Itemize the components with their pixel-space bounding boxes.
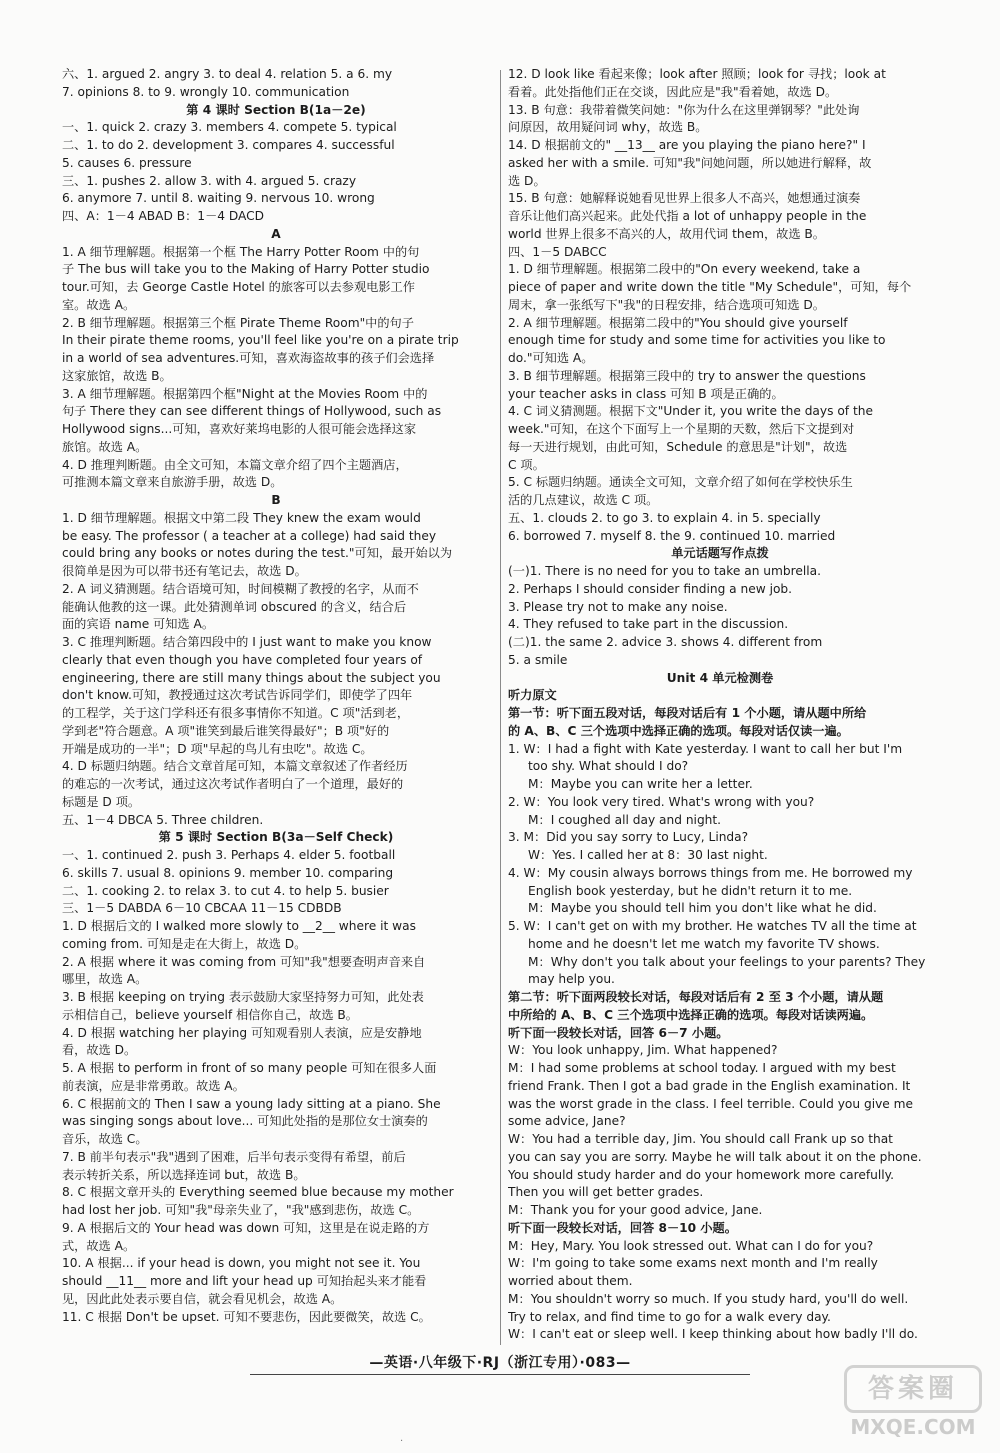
text-line: 1. D 细节理解题。根据文中第二段 They knew the exam would (62, 510, 421, 525)
text-line: 音乐，故选 C。 (62, 1132, 148, 1146)
text-line: W：Yes. I called her at 8：30 last night. (528, 848, 768, 862)
text-line: 每一天进行规划，由此可知，Schedule 的意思是"计划"，故选 (508, 439, 848, 454)
text-line: 二、1. cooking 2. to relax 3. to cut 4. to help 5. busier (62, 883, 389, 898)
text-line: 选 D。 (508, 173, 546, 188)
text-line: was singing songs about love... 可知此处指的是那位女士演奏的 (62, 1114, 428, 1129)
text-line: had lost her job. 可知"我"母亲失业了，"我"感到悲伤，故选 C。 (62, 1203, 420, 1217)
text-line: 看着。此处指他们正在交谈，因此应是"我"看着她，故选 D。 (508, 84, 838, 99)
text-line: A (271, 226, 281, 241)
text-line: (一)1. There is no need for you to take an umbrella. (508, 564, 821, 578)
text-line: 的 A、B、C 三个选项中选择正确的选项。每段对话仅读一遍。 (508, 723, 849, 738)
text-line: friend Frank. Then I got a bad grade in the English examination. It (508, 1078, 911, 1093)
text-line: 4. D 推理判断题。由全文可知，本篇文章介绍了四个主题酒店， (62, 457, 408, 472)
text-line: 4. W：My cousin always borrows things from me. He borrowed my (508, 865, 913, 880)
text-line: some advice, Jane? (508, 1114, 626, 1129)
text-line: 听下面一段较长对话，回答 8－10 小题。 (508, 1220, 737, 1235)
text-line: 2. A 细节理解题。根据第二段中的"You should give yourself (508, 315, 848, 330)
text-line: 2. Perhaps I should consider finding a new job. (508, 581, 793, 596)
text-line: M：Maybe you should tell him you don't like what he did. (528, 901, 877, 916)
text-line: 学到老"符合题意。A 项"谁笑到最后谁笑得最好"；B 项"好的 (62, 723, 390, 738)
text-line: 7. B 前半句表示"我"遇到了困难，后半句表示变得有希望，前后 (62, 1149, 406, 1164)
text-line: 的难忘的一次考试，通过这次考试作者明白了一个道理，最好的 (62, 777, 404, 791)
text-line: 能确认他教的这一课。此处猜测单词 obscured 的含义，结合后 (62, 599, 407, 614)
text-line: 听力原文 (508, 688, 557, 703)
bottom-mark: · (400, 1436, 404, 1447)
text-line: 7. opinions 8. to 9. wrongly 10. communication (62, 84, 350, 99)
text-line: 第 4 课时 Section B(1a－2e) (186, 102, 366, 117)
text-line: (二)1. the same 2. advice 3. shows 4. different from (508, 635, 823, 649)
text-line: was the worst grade in the class. I feel terrible. Could you give me (508, 1096, 914, 1111)
text-line: C 项。 (508, 457, 545, 472)
text-line: worried about them. (508, 1274, 633, 1288)
text-line: 很简单是因为可以带书还有笔记去，故选 D。 (62, 564, 307, 578)
text-line: 面的宾语 name 可知选 A。 (62, 617, 215, 632)
text-line: be easy. The professor ( a teacher at a college) had said they (62, 528, 437, 543)
text-line: 1. D 细节理解题。根据第二段中的"On every weekend, take a (508, 262, 861, 277)
text-line: 室。故选 A。 (62, 297, 136, 312)
text-line: 8. C 根据文章开头的 Everything seemed blue because my mother (62, 1185, 454, 1200)
text-line: M：Maybe you can write her a letter. (528, 777, 753, 791)
text-line: W：I can't eat or sleep well. I keep thinking about how badly I'll do. (508, 1327, 918, 1342)
text-line: your teacher asks in class 可知 B 项是正确的。 (508, 386, 784, 401)
text-line: 示相信自己，believe yourself 相信你自己，故选 B。 (62, 1007, 358, 1022)
text-line: Hollywood signs...可知，喜欢好莱坞电影的人很可能会选择这家 (62, 422, 417, 436)
text-line: 周末，拿一张纸写下"我"的日程安排，结合选项可知选 D。 (508, 297, 825, 312)
text-line: 四、1－5 DABCC (508, 244, 607, 259)
text-line: 2. A 词义猜测题。结合语境可知，时间模糊了教授的名字，从而不 (62, 581, 419, 596)
text-line: 5. a smile (508, 652, 568, 667)
text-line: M：I coughed all day and night. (528, 812, 722, 827)
text-line: 听下面一段较长对话，回答 6－7 小题。 (508, 1025, 729, 1040)
text-line: piece of paper and write down the title "My Schedule"，可知，每个 (508, 280, 912, 294)
text-line: 5. W：I can't get on with my brother. He watches TV all the time at (508, 919, 917, 933)
text-line: In their pirate theme rooms, you'll feel like you're on a pirate trip (62, 333, 459, 348)
text-line: 2. W：You look very tired. What's wrong with you? (508, 794, 815, 809)
text-line: Unit 4 单元检测卷 (666, 670, 774, 685)
column-divider (500, 70, 501, 1345)
text-line: 第一节：听下面五段对话，每段对话后有 1 个小题，请从题中所给 (508, 706, 867, 720)
text-line: 3. C 推理判断题。结合第四段中的 I just want to make you know (62, 635, 432, 649)
text-line: enough time for study and some time for activities you like to (508, 333, 886, 348)
text-line: 五、1. clouds 2. to go 3. to explain 4. in 5. specially (508, 510, 821, 525)
text-line: 旅馆。故选 A。 (62, 439, 148, 454)
text-line: you can say you are sorry. Maybe he will talk about it on the phone. (508, 1149, 922, 1164)
text-line: M：Thank you for your good advice, Jane. (508, 1203, 763, 1217)
text-line: 14. D 根据前文的" __13__ are you playing the piano here?" I (508, 138, 866, 152)
text-line: 6. anymore 7. until 8. waiting 9. nervous 10. wrong (62, 191, 375, 206)
text-line: 4. They refused to take part in the discussion. (508, 617, 789, 632)
text-line: 中所给的 A、B、C 三个选项中选择正确的选项。每段对话读两遍。 (508, 1007, 874, 1022)
text-line: asked her with a smile. 可知"我"问她问题，所以她进行解释，故 (508, 155, 872, 170)
text-line: 6. skills 7. usual 8. opinions 9. member 10. comparing (62, 865, 394, 880)
text-line: W：You look unhappy, Jim. What happened? (508, 1043, 778, 1058)
text-line: 一、1. quick 2. crazy 3. members 4. compete 5. typical (62, 120, 397, 135)
text-line: engineering, there are still many things about the subject you (62, 670, 441, 685)
watermark-logo (844, 1365, 982, 1441)
text-line: 第二节：听下面两段较长对话，每段对话后有 2 至 3 个小题，请从题 (508, 990, 884, 1004)
text-line: 3. B 根据 keeping on trying 表示鼓励大家坚持努力可知，此处表 (62, 990, 424, 1004)
text-line: English book yesterday, but he didn't return it to me. (528, 883, 853, 898)
text-line: You should study harder and do your homework more carefully. (508, 1167, 894, 1182)
text-line: 1. A 细节理解题。根据第一个框 The Harry Potter Room 中的句 (62, 244, 420, 259)
text-line: 1. W：I had a fight with Kate yesterday. I want to call her but I'm (508, 741, 903, 756)
text-line: 音乐让他们高兴起来。此处代指 a lot of unhappy people in the (508, 209, 867, 223)
text-line: 单元话题写作点拨 (671, 546, 769, 561)
text-line: 9. A 根据后文的 Your head was down 可知，这里是在说走路的方 (62, 1220, 430, 1235)
text-line: 12. D look like 看起来像；look after 照顾；look for 寻找；look at (508, 67, 886, 81)
text-line: 3. Please try not to make any noise. (508, 599, 728, 614)
text-line: M：I had some problems at school today. I argued with my best (508, 1061, 896, 1075)
text-line: too shy. What should I do? (528, 759, 689, 774)
text-line: M：You shouldn't worry so much. If you study hard, you'll do well. (508, 1291, 909, 1306)
text-line: 6. C 根据前文的 Then I saw a young lady sitting at a piano. She (62, 1096, 441, 1111)
text-line: 3. M：Did you say sorry to Lucy, Linda? (508, 830, 749, 845)
text-line: don't know.可知，教授通过这次考试告诉同学们，即使学了四年 (62, 688, 413, 703)
text-line: 式，故选 A。 (62, 1238, 136, 1253)
text-line: home and he doesn't let me watch my favorite TV shows. (528, 936, 880, 951)
text-line: 子 The bus will take you to the Making of Harry Potter studio (62, 262, 430, 277)
text-line: 三、1. pushes 2. allow 3. with 4. argued 5. crazy (62, 173, 357, 188)
text-line: 4. C 词义猜测题。根据下文"Under it, you write the days of the (508, 404, 873, 419)
text-line: 哪里，故选 A。 (62, 972, 148, 987)
right-column (508, 66, 932, 1344)
text-line: 1. D 根据后文的 I walked more slowly to __2__ where it was (62, 919, 416, 933)
text-line: may help you. (528, 972, 615, 987)
text-line: 见，因此此处表示要自信，就会看见机会，故选 A。 (62, 1291, 343, 1306)
text-line: 6. borrowed 7. myself 8. the 9. continued 10. married (508, 528, 836, 543)
text-line: 15. B 句意：她解释说她看见世界上很多人不高兴，她想通过演奏 (508, 191, 861, 206)
text-line: 五、1－4 DBCA 5. Three children. (62, 812, 264, 827)
text-line: 的工程学，关于这门学科还有很多事情你不知道。C 项"活到老， (62, 706, 410, 720)
text-line: in a world of sea adventures.可知，喜欢海盗故事的孩子们会选择 (62, 351, 435, 365)
text-line: 3. A 细节理解题。根据第四个框"Night at the Movies Room 中的 (62, 386, 428, 401)
watermark-logo-text: 答案圈 (844, 1365, 982, 1413)
text-line: 5. C 标题归纳题。通读全文可知，文章介绍了如何在学校快乐生 (508, 475, 853, 490)
text-line: could bring any books or notes during the test."可知，最开始以为 (62, 546, 453, 561)
text-line: do."可知选 A。 (508, 351, 594, 365)
text-line: 13. B 句意：我带着微笑问她："你为什么在这里弹钢琴？"此处询 (508, 102, 860, 117)
text-line: 句子 There they can see different things of Hollywood, such as (62, 404, 442, 419)
text-line: 第 5 课时 Section B(3a－Self Check) (158, 830, 394, 845)
text-line: 5. A 根据 to perform in front of so many people 可知在很多人面 (62, 1061, 437, 1075)
text-line: 六、1. argued 2. angry 3. to deal 4. relation 5. a 6. my (62, 67, 393, 81)
text-line: 5. causes 6. pressure (62, 155, 192, 170)
watermark-url: MXQE.COM (850, 1415, 976, 1439)
text-line: 这家旅馆，故选 B。 (62, 368, 172, 383)
text-line: 活的几点建议，故选 C 项。 (508, 493, 659, 507)
text-line: coming from. 可知是走在大街上，故选 D。 (62, 936, 307, 951)
text-line: Then you will get better grades. (508, 1185, 704, 1200)
text-line: 标题是 D 项。 (62, 794, 141, 809)
text-line: 四、A：1－4 ABAD B：1－4 DACD (62, 209, 265, 223)
text-line: M：Hey, Mary. You look stressed out. What can I do for you? (508, 1238, 874, 1253)
page-footer: —英语·八年级下·RJ（浙江专用）·083— (369, 1355, 631, 1371)
text-line: 2. A 根据 where it was coming from 可知"我"想要查明声音来自 (62, 954, 426, 969)
text-line: 2. B 细节理解题。根据第三个框 Pirate Theme Room"中的句子 (62, 315, 414, 330)
text-line: 4. D 标题归纳题。结合文章首尾可知，本篇文章叙述了作者经历 (62, 759, 408, 774)
text-line: 10. A 根据... if your head is down, you might not see it. You (62, 1256, 421, 1271)
text-line: M：Why don't you talk about your feelings to your parents? They (528, 954, 926, 969)
text-line: 问原因，故用疑问词 why，故选 B。 (508, 120, 708, 135)
text-line: week."可知，在这个下面写上一个星期的天数，然后下文提到对 (508, 422, 855, 436)
text-line: B (271, 493, 281, 507)
text-line: 4. D 根据 watching her playing 可知观看别人表演，应是安静地 (62, 1025, 422, 1040)
text-line: tour.可知，去 George Castle Hotel 的旅客可以去参观电影工作 (62, 280, 415, 294)
text-line: 前表演，应是非常勇敢。故选 A。 (62, 1078, 245, 1093)
text-line: 可推测本篇文章来自旅游手册，故选 D。 (62, 475, 283, 490)
text-line: clearly that even though you have completed four years of (62, 652, 423, 667)
text-line: 看，故选 D。 (62, 1043, 137, 1058)
text-line: 3. B 细节理解题。根据第三段中的 try to answer the questions (508, 368, 866, 383)
text-line: W：You had a terrible day, Jim. You should call Frank up so that (508, 1132, 893, 1146)
text-line: W：I'm going to take some exams next month and I'm really (508, 1256, 878, 1271)
text-line: 11. C 根据 Don't be upset. 可知不要悲伤，因此要微笑，故选 C。 (62, 1309, 431, 1324)
text-line: should __11__ more and lift your head up 可知抬起头来才能看 (62, 1274, 427, 1288)
text-line: 二、1. to do 2. development 3. compares 4. successful (62, 138, 395, 152)
text-line: 开端是成功的一半"；D 项"早起的鸟儿有虫吃"。故选 C。 (62, 741, 373, 756)
left-column (62, 66, 490, 1326)
text-line: 表示转折关系，所以选择连词 but，故选 B。 (62, 1167, 306, 1182)
footer-rule (250, 1374, 750, 1375)
text-line: 三、1－5 DABDA 6－10 CBCAA 11－15 CDBDB (62, 901, 342, 916)
text-line: 一、1. continued 2. push 3. Perhaps 4. elder 5. football (62, 848, 396, 862)
text-line: world 世界上很多不高兴的人，故用代词 them，故选 B。 (508, 226, 825, 241)
text-line: Try to relax, and find time to go for a walk every day. (508, 1309, 831, 1324)
